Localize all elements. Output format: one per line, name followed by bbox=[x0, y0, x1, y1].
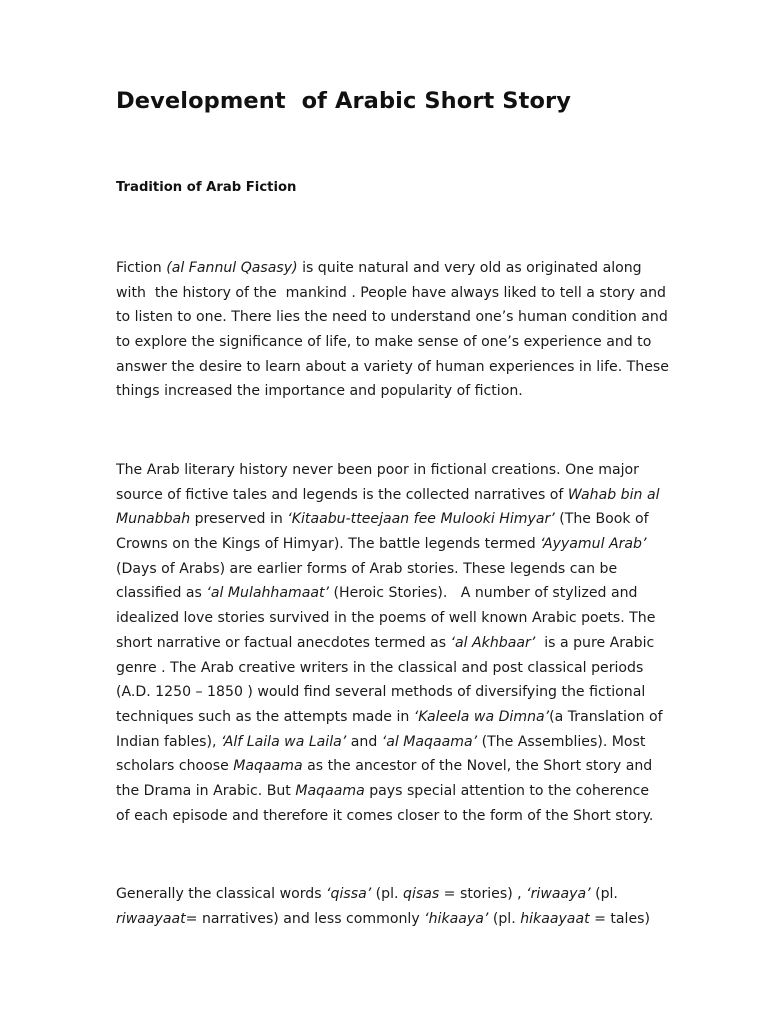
text-run: = stories) , bbox=[439, 886, 527, 902]
text-run: preserved in bbox=[190, 511, 288, 528]
text-line bbox=[116, 256, 668, 281]
italic-term: Munabbah bbox=[116, 511, 191, 528]
italic-term: riwaayaat bbox=[116, 910, 186, 927]
text-line bbox=[116, 305, 668, 330]
text-line bbox=[116, 907, 668, 932]
text-run: The Arab literary history never been poor in fictional creations. One major bbox=[116, 462, 639, 478]
text-run: (pl. bbox=[488, 910, 521, 927]
text-line bbox=[116, 581, 668, 606]
text-line bbox=[116, 483, 668, 508]
text-run: (The Book of bbox=[554, 511, 649, 528]
text-line bbox=[116, 754, 668, 779]
text-run: Generally the classical words bbox=[116, 886, 327, 902]
text-line bbox=[116, 507, 668, 532]
text-run: answer the desire to learn about a variety of human experiences in life. These bbox=[116, 358, 669, 375]
text-run: (a Translation of bbox=[549, 708, 663, 725]
text-run: (The Assemblies). Most bbox=[477, 733, 646, 750]
paragraph-3 bbox=[116, 882, 668, 931]
italic-term: ‘Ayyamul Arab’ bbox=[540, 536, 647, 553]
italic-term: qisas bbox=[403, 886, 440, 902]
text-run: short narrative or factual anecdotes termed as bbox=[116, 634, 451, 651]
text-run: is a pure Arabic bbox=[535, 634, 655, 651]
text-run: techniques such as the attempts made in bbox=[116, 708, 414, 725]
italic-term: ‘al Mulahhamaat’ bbox=[206, 585, 330, 602]
text-line bbox=[116, 680, 668, 705]
text-line bbox=[116, 779, 668, 804]
text-line bbox=[116, 557, 668, 582]
italic-term: ‘Kitaabu-tteejaan fee Mulooki Himyar’ bbox=[287, 511, 555, 528]
text-run: Fiction bbox=[116, 260, 167, 276]
text-run: the Drama in Arabic. But bbox=[116, 782, 296, 799]
text-run: = tales) bbox=[589, 910, 650, 927]
text-run: (Heroic Stories). A number of stylized and bbox=[329, 585, 638, 602]
italic-term: ‘al Maqaama’ bbox=[381, 733, 478, 750]
text-run: as the ancestor of the Novel, the Short story and bbox=[302, 758, 653, 775]
italic-term: Wahab bin al bbox=[567, 486, 660, 503]
italic-term: Maqaama bbox=[233, 758, 303, 775]
text-run: (pl. bbox=[371, 886, 404, 902]
page-title: Development of Arabic Short Story bbox=[116, 88, 571, 114]
text-line bbox=[116, 379, 668, 404]
text-line bbox=[116, 730, 668, 755]
text-run: idealized love stories survived in the poems of well known Arabic poets. The bbox=[116, 610, 656, 627]
italic-term: ‘al Akhbaar’ bbox=[450, 634, 536, 651]
text-run: and bbox=[346, 733, 382, 750]
paragraph-1 bbox=[116, 256, 668, 404]
text-run: (A.D. 1250 – 1850 ) would find several methods of diversifying the fictional bbox=[116, 684, 646, 701]
text-line bbox=[116, 458, 668, 483]
text-run: = narratives) and less commonly bbox=[185, 910, 425, 927]
text-line bbox=[116, 882, 668, 907]
text-run: things increased the importance and popularity of fiction. bbox=[116, 383, 523, 400]
text-line bbox=[116, 705, 668, 730]
section-heading: Tradition of Arab Fiction bbox=[116, 180, 297, 195]
text-run: (Days of Arabs) are earlier forms of Arab stories. These legends can be bbox=[116, 560, 618, 577]
text-run: classified as bbox=[116, 585, 207, 602]
text-line bbox=[116, 532, 668, 557]
text-run: of each episode and therefore it comes closer to the form of the Short story. bbox=[116, 807, 654, 824]
text-run: is quite natural and very old as originated along bbox=[297, 260, 642, 276]
italic-term: hikaayaat bbox=[520, 910, 590, 927]
text-run: (pl. bbox=[590, 886, 618, 902]
text-line bbox=[116, 606, 668, 631]
text-run: Indian fables), bbox=[116, 733, 221, 750]
text-run: pays special attention to the coherence bbox=[364, 782, 650, 799]
text-line bbox=[116, 281, 668, 306]
italic-term: ‘Kaleela wa Dimna’ bbox=[413, 708, 550, 725]
text-run: to listen to one. There lies the need to understand one’s human condition and bbox=[116, 309, 668, 326]
italic-term: ‘qissa’ bbox=[326, 886, 372, 902]
text-line bbox=[116, 330, 668, 355]
text-line bbox=[116, 656, 668, 681]
text-line bbox=[116, 631, 668, 656]
italic-term: ‘hikaaya’ bbox=[424, 910, 489, 927]
text-run: scholars choose bbox=[116, 758, 234, 775]
text-line bbox=[116, 355, 668, 380]
italic-term: Maqaama bbox=[295, 782, 365, 799]
text-line bbox=[116, 804, 668, 829]
text-run: genre . The Arab creative writers in the classical and post classical periods bbox=[116, 659, 644, 676]
italic-term: ‘riwaaya’ bbox=[526, 886, 591, 902]
italic-term: ‘Alf Laila wa Laila’ bbox=[220, 733, 347, 750]
italic-term: (al Fannul Qasasy) bbox=[166, 260, 298, 276]
text-run: Crowns on the Kings of Himyar). The battle legends termed bbox=[116, 536, 541, 553]
paragraph-2 bbox=[116, 458, 668, 828]
text-run: source of fictive tales and legends is the collected narratives of bbox=[116, 486, 568, 503]
text-run: to explore the significance of life, to make sense of one’s experience and to bbox=[116, 334, 652, 351]
text-run: with the history of the mankind . People have always liked to tell a story and bbox=[116, 284, 666, 301]
